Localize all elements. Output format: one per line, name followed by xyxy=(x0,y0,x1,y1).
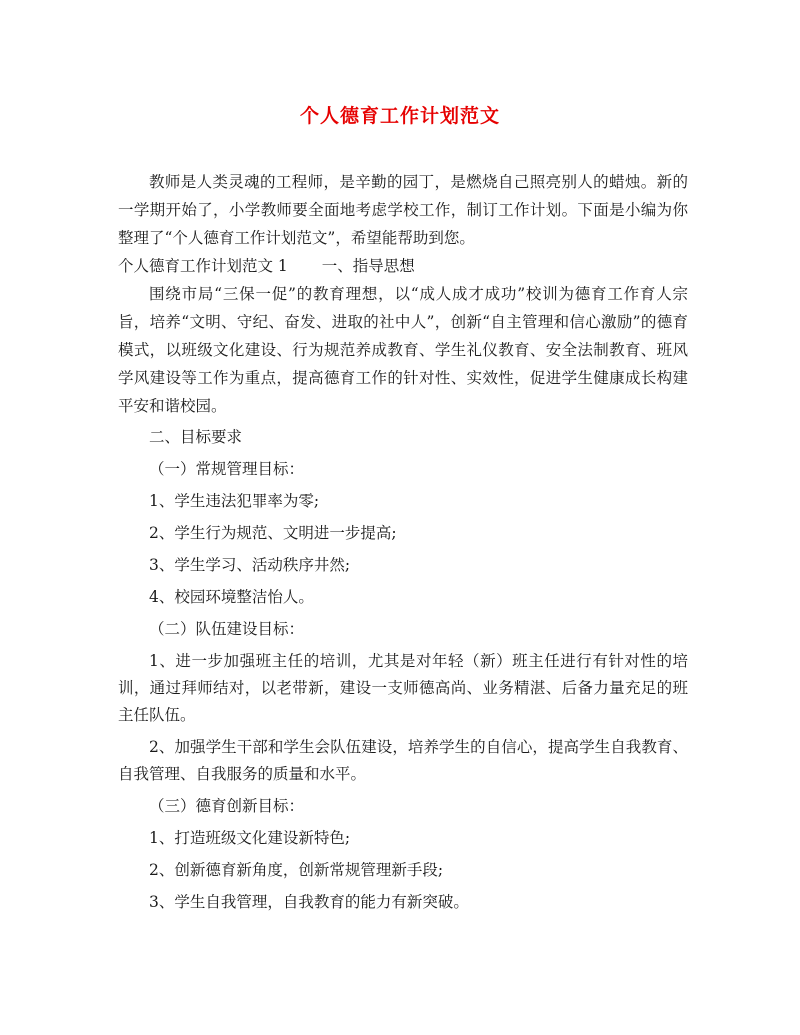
list-item: 3、学生学习、活动秩序井然; xyxy=(149,556,351,574)
list-item: 3、学生自我管理，自我教育的能力有新突破。 xyxy=(149,893,469,911)
team-heading: （二）队伍建设目标： xyxy=(149,620,305,638)
document-body xyxy=(118,168,688,921)
section-heading: 个人德育工作计划范文 1 xyxy=(118,257,288,275)
section-heading-line xyxy=(118,252,688,280)
innovation-heading: （三）德育创新目标： xyxy=(149,797,305,815)
intro-paragraph: 教师是人类灵魂的工程师，是辛勤的园丁，是燃烧自己照亮别人的蜡烛。新的一学期开始了，小学教师要全面地考虑学校工作，制订工作计划。下面是小编为你整理了“个人德育工作计划范文”，希望能帮助到您。 xyxy=(118,173,688,247)
guiding-paragraph: 围绕市局“三保一促”的教育理想，以“成人成才成功”校训为德育工作育人宗旨，培养“文明、守纪、奋发、进取的社中人”，创新“自主管理和信心激励”的德育模式，以班级文化建设、行为规范养成教育、学生礼仪教育、安全法制教育、班风学风建设等工作为重点，提高德育工作的针对性、实效性，促进学生健康成长构建平安和谐校园。 xyxy=(118,285,688,415)
routine-heading: （一）常规管理目标： xyxy=(149,460,305,478)
list-item: 1、进一步加强班主任的培训，尤其是对年轻（新）班主任进行有针对性的培训，通过拜师结对，以老带新，建设一支师德高尚、业务精湛、后备力量充足的班主任队伍。 xyxy=(118,652,688,724)
goals-heading: 二、目标要求 xyxy=(149,428,243,446)
list-item: 4、校园环境整洁怡人。 xyxy=(149,588,314,606)
list-item: 2、创新德育新角度，创新常规管理新手段; xyxy=(149,861,444,879)
list-item: 1、学生违法犯罪率为零; xyxy=(149,492,320,510)
list-item: 1、打造班级文化建设新特色; xyxy=(149,829,351,847)
list-item: 2、加强学生干部和学生会队伍建设，培养学生的自信心，提高学生自我教育、自我管理、自我服务的质量和水平。 xyxy=(118,738,688,783)
guiding-heading: 一、指导思想 xyxy=(321,257,415,275)
document-title: 个人德育工作计划范文 xyxy=(299,105,500,127)
list-item: 2、学生行为规范、文明进一步提高; xyxy=(149,524,397,542)
